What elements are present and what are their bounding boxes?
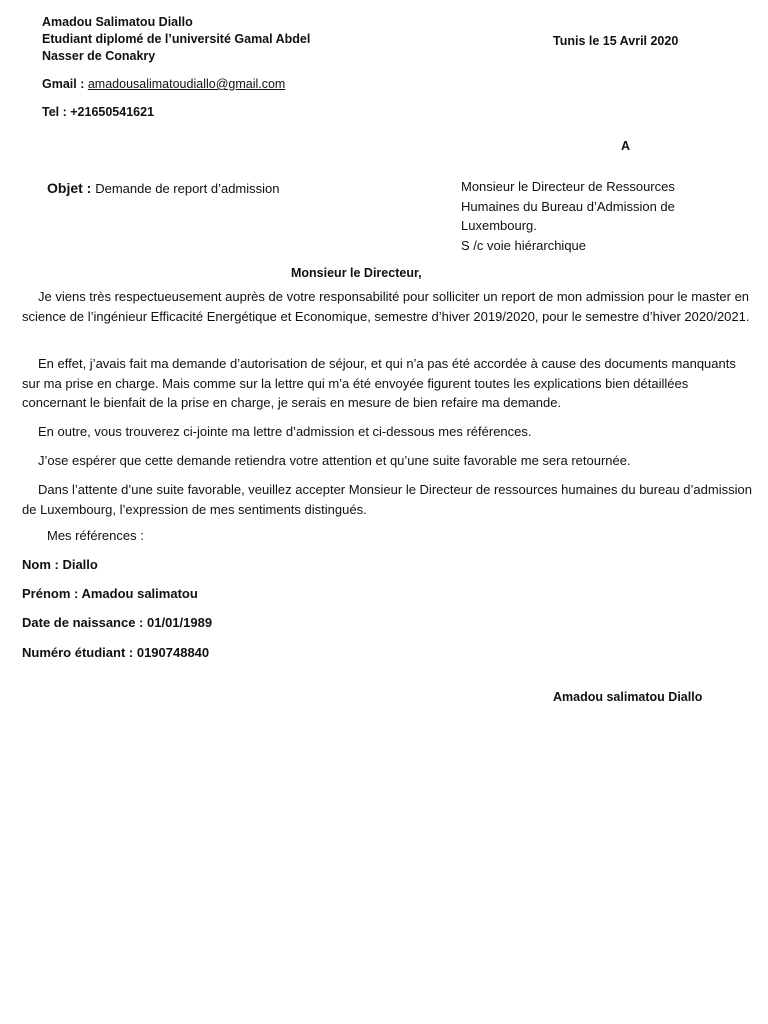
reference-value: Amadou salimatou — [81, 586, 198, 601]
paragraph-hope: J’ose espérer que cette demande retiendra votre attention et qu’une suite favorable me sera retournée. — [38, 453, 631, 468]
phone-value: +21650541621 — [70, 105, 155, 119]
reference-label: Date de naissance : — [22, 615, 147, 630]
subject-value: Demande de report d’admission — [95, 181, 280, 196]
reference-value: 01/01/1989 — [147, 615, 213, 630]
paragraph-attachment: En outre, vous trouverez ci-jointe ma lettre d’admission et ci-dessous mes références. — [38, 424, 532, 439]
recipient-marker: A — [621, 139, 631, 153]
sender-name: Amadou Salimatou Diallo — [42, 15, 193, 29]
sender-phone-line — [42, 105, 154, 119]
salutation: Monsieur le Directeur, — [291, 266, 422, 280]
sender-university: Nasser de Conakry — [42, 49, 156, 63]
reference-value: 0190748840 — [136, 645, 210, 660]
reference-label: Nom : — [22, 557, 63, 572]
recipient-block — [461, 177, 675, 255]
reference-label: Numéro étudiant : — [22, 645, 137, 660]
letter-date: Tunis le 15 Avril 2020 — [553, 34, 679, 48]
reference-value: Diallo — [62, 557, 98, 572]
sender-block — [42, 14, 310, 65]
sender-email-line — [42, 77, 285, 91]
reference-first-name — [22, 586, 198, 601]
recipient-line-3: Luxembourg. — [461, 218, 537, 233]
sender-status: Etudiant diplomé de l’université Gamal Abdel — [42, 32, 311, 46]
references-title: Mes références : — [47, 528, 144, 543]
reference-birth-date — [22, 615, 212, 630]
recipient-line-2: Humaines du Bureau d’Admission de — [461, 198, 675, 214]
email-link[interactable]: amadousalimatoudiallo@gmail.com — [87, 77, 286, 91]
signature: Amadou salimatou Diallo — [553, 690, 703, 704]
reference-last-name — [22, 557, 98, 572]
paragraph-request: Je viens très respectueusement auprès de votre responsabilité pour solliciter un report de mon admission pour le master en science de l’ingénieur Efficacité Energétique et Economique, semestre d’hiver 2019/2020, pour le semestre d’hiver 2020/2021. — [22, 289, 750, 324]
subject-label: Objet : — [47, 180, 96, 196]
reference-student-number — [22, 645, 209, 660]
recipient-line-1: Monsieur le Directeur de Ressources — [461, 179, 675, 194]
subject-line — [47, 180, 280, 196]
phone-label: Tel : — [42, 105, 71, 119]
reference-label: Prénom : — [22, 586, 82, 601]
recipient-line-4: S /c voie hiérarchique — [461, 237, 587, 253]
email-label: Gmail : — [42, 77, 88, 91]
paragraph-context: En effet, j’avais fait ma demande d’autorisation de séjour, et qui n’a pas été accordée à cause des documents manquants sur ma prise en charge. Mais comme sur la lettre qui m’a été envoyée figurent toutes les explications bien détaillées concernant le bienfait de la prise en charge, je serais en mesure de bien refaire ma demande. — [22, 356, 736, 410]
paragraph-closing: Dans l’attente d’une suite favorable, veuillez accepter Monsieur le Directeur de ressources humaines du bureau d’admission de Luxembourg, l’expression de mes sentiments distingués. — [22, 482, 752, 517]
